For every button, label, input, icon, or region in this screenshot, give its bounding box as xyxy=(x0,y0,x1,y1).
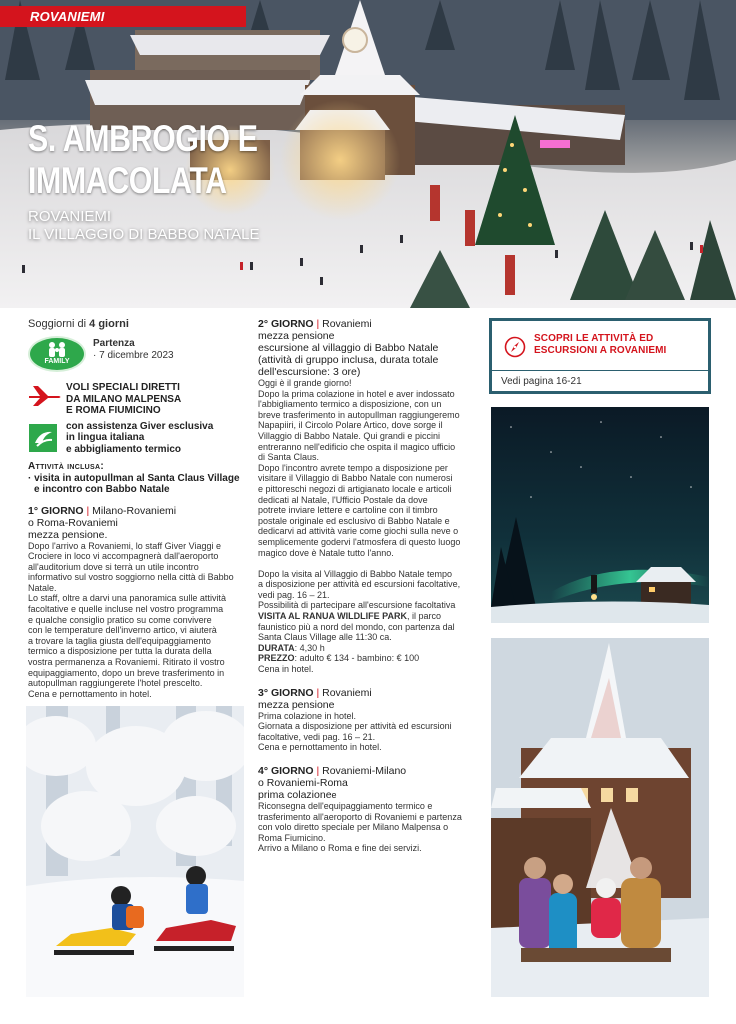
day-1-body-line-5: Natale. xyxy=(28,582,57,593)
day-4-body-line-2: trasferimento all'aeroporto di Rovaniemi e partenza xyxy=(258,811,462,822)
snowmobile-photo xyxy=(26,706,244,997)
santa-office-photo xyxy=(491,638,709,997)
day-2-body-2-line-1: faunistico più a nord del mondo, con partenza dal xyxy=(258,621,455,632)
title-line-2: IMMACOLATA xyxy=(28,160,227,201)
feature-assistance-line-2: in lingua italiana xyxy=(66,432,145,443)
day-4-body-line-1: Riconsegna dell'equipaggiamento termico e xyxy=(258,801,433,811)
day-2-wildlife-title: VISITA AL RANUA WILDLIFE PARK xyxy=(258,611,407,622)
day-2-body-line-1: Oggi è il grande giorno! xyxy=(258,378,352,388)
aurora-illustration xyxy=(491,407,709,623)
day-2-body-line-12: dedicati al Natale, l'Ufficio Postale da dove xyxy=(258,494,428,505)
day-1-body-line-14: autopullman raggiungerete l'hotel prescelto. xyxy=(28,678,203,689)
aurora-photo xyxy=(491,407,709,623)
day-4-body xyxy=(258,801,480,854)
feature-flights-line-1: VOLI SPECIALI DIRETTI xyxy=(66,382,180,393)
day-2-body-line-15: dedicarvi ad attività varie come giochi sulla neve o xyxy=(258,526,459,537)
day-1-body-line-10: a trovare la taglia giusta dell'equipaggiamento xyxy=(28,635,211,646)
day-2-prezzo-value: : adulto € 134 - bambino: € 100 xyxy=(294,653,420,664)
day-1-route: Milano-Rovaniemi xyxy=(92,504,177,517)
day-2-body-line-10: visitare il Villaggio di Babbo Natale con numerosi xyxy=(258,473,453,484)
day-2-body-line-16: semplicemente godervi l'atmosfera di questo luogo xyxy=(258,536,461,547)
day-2-body-line-17: magico dove è Natale tutto l'anno. xyxy=(258,547,394,558)
family-row xyxy=(28,336,248,378)
activities-info-page-ref: Vedi pagina 16-21 xyxy=(501,376,582,387)
day-1-body-line-3: all'auditorium dove si terrà un utile incontro xyxy=(28,561,199,572)
feature-assistance-line-1: con assistenza Giver esclusiva xyxy=(66,420,214,432)
day-1-separator: | xyxy=(83,504,93,517)
day-4-separator: | xyxy=(313,765,323,777)
day-3-route: Rovaniemi xyxy=(322,686,372,699)
activities-info-title-line-1: SCOPRI LE ATTIVITÀ ED xyxy=(534,333,654,344)
day-1-body xyxy=(28,541,248,700)
day-4-body-line-4: Roma Fiumicino. xyxy=(258,832,326,843)
family-label: FAMILY xyxy=(44,358,70,365)
day-3 xyxy=(258,687,480,753)
day-2-body-line-6: Villaggio di Babbo Natale. Qui grandi e piccini xyxy=(258,430,440,441)
family-icon xyxy=(28,336,86,372)
day-2-body-line-9: Dopo l'incontro avrete tempo a disposizione per xyxy=(258,462,448,473)
day-3-body-line-3: facoltative, vedi pag. 16 – 21. xyxy=(258,731,376,742)
left-column xyxy=(28,318,248,699)
included-activity-line-1: · visita in autopullman al Santa Claus Village xyxy=(28,472,240,484)
day-1-body-line-9: con le temperature dell'inverno artico, vi aiuterà xyxy=(28,625,217,636)
airplane-icon xyxy=(28,384,62,406)
day-1-body-line-15: Cena e pernottamento in hotel. xyxy=(28,688,152,699)
included-activity xyxy=(28,461,248,496)
day-3-body-line-4: Cena e pernottamento in hotel. xyxy=(258,742,382,753)
day-2-body-line-7: entreranno nell'edificio che ospita il magico ufficio xyxy=(258,441,456,452)
day-4-body-line-3: con volo diretto speciale per Milano Malpensa o xyxy=(258,822,449,833)
day-4 xyxy=(258,765,480,854)
day-3-body xyxy=(258,711,480,753)
day-1-body-line-1: Dopo l'arrivo a Rovaniemi, lo staff Giver Viaggi e xyxy=(28,540,221,551)
giver-assistance-icon xyxy=(28,423,58,453)
day-2-body-line-14: postale originale ed esclusivo di Babbo Natale e xyxy=(258,515,450,526)
day-1-meal: mezza pensione. xyxy=(28,528,108,541)
soggiorni-line xyxy=(28,318,248,330)
day-1-body-line-13: equipaggiamento, dopo un breve trasferimento in xyxy=(28,667,225,678)
day-4-number: 4° GIORNO xyxy=(258,765,314,777)
day-2-durata xyxy=(258,643,480,654)
activities-info-box[interactable] xyxy=(489,318,711,394)
day-3-body-line-1: Prima colazione in hotel. xyxy=(258,710,357,721)
day-2-separator: | xyxy=(313,318,323,330)
day-1-body-line-4: informativo sul vostro soggiorno nella città di Babbo xyxy=(28,572,234,583)
compass-icon xyxy=(504,336,526,358)
day-2-durata-value: : 4,30 h xyxy=(294,642,325,653)
day-2-head-line-2: escursione al villaggio di Babbo Natale xyxy=(258,342,439,354)
partenza-info xyxy=(93,338,174,362)
day-2-prezzo xyxy=(258,653,480,664)
day-4-meal xyxy=(258,789,480,801)
feature-flights-line-2: DA MILANO MALPENSA xyxy=(66,393,182,405)
day-1-body-line-2: Crociere in loco vi accompagnerà dall'aeroporto xyxy=(28,551,219,562)
snowmobile-illustration xyxy=(26,706,244,997)
day-2-body-line-4: breve trasferimento in autopullman raggiungeremo xyxy=(258,409,460,420)
page-title xyxy=(28,118,258,202)
day-2-head-line-4: dell'escursione: 3 ore) xyxy=(258,366,361,378)
feature-assistance xyxy=(28,421,248,456)
day-2-body-line-21: vedi pag. 16 – 21. xyxy=(258,589,330,600)
day-2-prezzo-label: PREZZO xyxy=(258,653,295,664)
day-1-body-line-7: facoltative e quelle incluse nel vostro programma xyxy=(28,604,224,615)
subtitle-line-2: IL VILLAGGIO DI BABBO NATALE xyxy=(28,226,260,243)
feature-flights-line-3: E ROMA FIUMICINO xyxy=(66,405,161,416)
day-1-body-line-6: Lo staff, oltre a darvi una panoramica sulle attività xyxy=(28,593,226,604)
day-2-body-line-22: Possibilità di partecipare all'escursione facoltativa xyxy=(258,600,456,611)
day-2-body-2-line-2: Santa Claus Village alle 11:30 ca. xyxy=(258,632,392,643)
day-2-body-line-8: di Santa Claus. xyxy=(258,452,320,463)
day-2-head-line-3: (attività di gruppo inclusa, durata totale xyxy=(258,354,439,366)
feature-flights xyxy=(28,382,248,417)
day-2-body-line-13: potrete inviare lettere e cartoline con il timbro xyxy=(258,505,438,516)
day-1-body-line-12: vostra permanenza a Rovaniemi. Ritirato il vostro xyxy=(28,657,225,668)
day-3-body-line-2: Giornata a disposizione per attività ed escursioni xyxy=(258,721,452,732)
middle-column xyxy=(258,318,480,854)
activities-info-box-header xyxy=(492,321,708,371)
day-3-separator: | xyxy=(313,686,323,699)
day-1-route-alt: o Roma-Rovaniemi xyxy=(28,516,118,529)
day-2-body-2 xyxy=(258,622,480,643)
day-2-body xyxy=(258,378,480,611)
day-3-number: 3° GIORNO xyxy=(258,686,314,699)
santa-office-illustration xyxy=(491,638,709,997)
day-1-number: 1° GIORNO xyxy=(28,504,84,517)
region-tag: ROVANIEMI xyxy=(0,6,246,27)
title-line-1: S. AMBROGIO E xyxy=(28,118,258,159)
day-3-meal: mezza pensione xyxy=(258,698,335,711)
feature-assistance-line-3: e abbigliamento termico xyxy=(66,443,182,455)
day-1 xyxy=(28,505,248,700)
activities-info-title-line-2: ESCURSIONI A ROVANIEMI xyxy=(534,345,667,356)
page-subtitle xyxy=(28,208,259,244)
partenza-label: Partenza xyxy=(93,338,135,349)
day-2-durata-label: DURATA xyxy=(258,642,295,653)
day-2-body-line-5: Napapiiri, il Circolo Polare Artico, dove sorge il xyxy=(258,420,443,431)
included-activity-line-2: e incontro con Babbo Natale xyxy=(34,484,170,495)
day-4-route-alt: o Rovaniemi-Roma xyxy=(258,777,348,789)
day-2-body-line-20: a disposizione per attività ed escursioni facoltative, xyxy=(258,579,461,590)
day-2-body-line-19: Dopo la visita al Villaggio di Babbo Natale tempo xyxy=(258,568,452,579)
day-1-body-line-11: termico a disposizione per tutta la durata della xyxy=(28,646,212,657)
day-2-route: Rovaniemi xyxy=(322,318,372,330)
day-2 xyxy=(258,318,480,675)
day-1-body-line-8: e qualche consiglio pratico su come convivere xyxy=(28,614,212,625)
day-2-body-line-11: e pittoreschi negozi di artigianato locale e articoli xyxy=(258,483,452,494)
family-figures-icon xyxy=(28,336,86,372)
day-2-wildlife-rest: , il parco xyxy=(407,611,442,622)
day-2-body-line-2: Dopo la prima colazione in hotel e aver indossato xyxy=(258,388,455,399)
day-2-body-line-3: l'abbigliamento termico a disposizione, con un xyxy=(258,399,442,410)
soggiorni-prefix: Soggiorni di xyxy=(28,318,90,330)
day-4-route: Rovaniemi-Milano xyxy=(322,765,407,777)
day-2-number: 2° GIORNO xyxy=(258,318,314,330)
day-2-body-line-18 xyxy=(258,558,480,569)
day-4-meal-text: prima colazione xyxy=(258,789,332,801)
partenza-date: · 7 dicembre 2023 xyxy=(93,350,174,361)
included-activity-heading: Attività inclusa: xyxy=(28,461,104,472)
activities-info-title xyxy=(534,333,666,357)
subtitle-line-1: ROVANIEMI xyxy=(28,208,112,225)
soggiorni-duration: 4 giorni xyxy=(89,318,129,330)
day-2-head-line-1: mezza pensione xyxy=(258,330,335,342)
day-4-meal-suffix: e xyxy=(331,790,337,800)
day-4-body-line-5: Arrivo a Milano o Roma e fine dei servizi. xyxy=(258,843,422,854)
day-2-closing: Cena in hotel. xyxy=(258,664,314,675)
day-2-wildlife xyxy=(258,611,480,622)
